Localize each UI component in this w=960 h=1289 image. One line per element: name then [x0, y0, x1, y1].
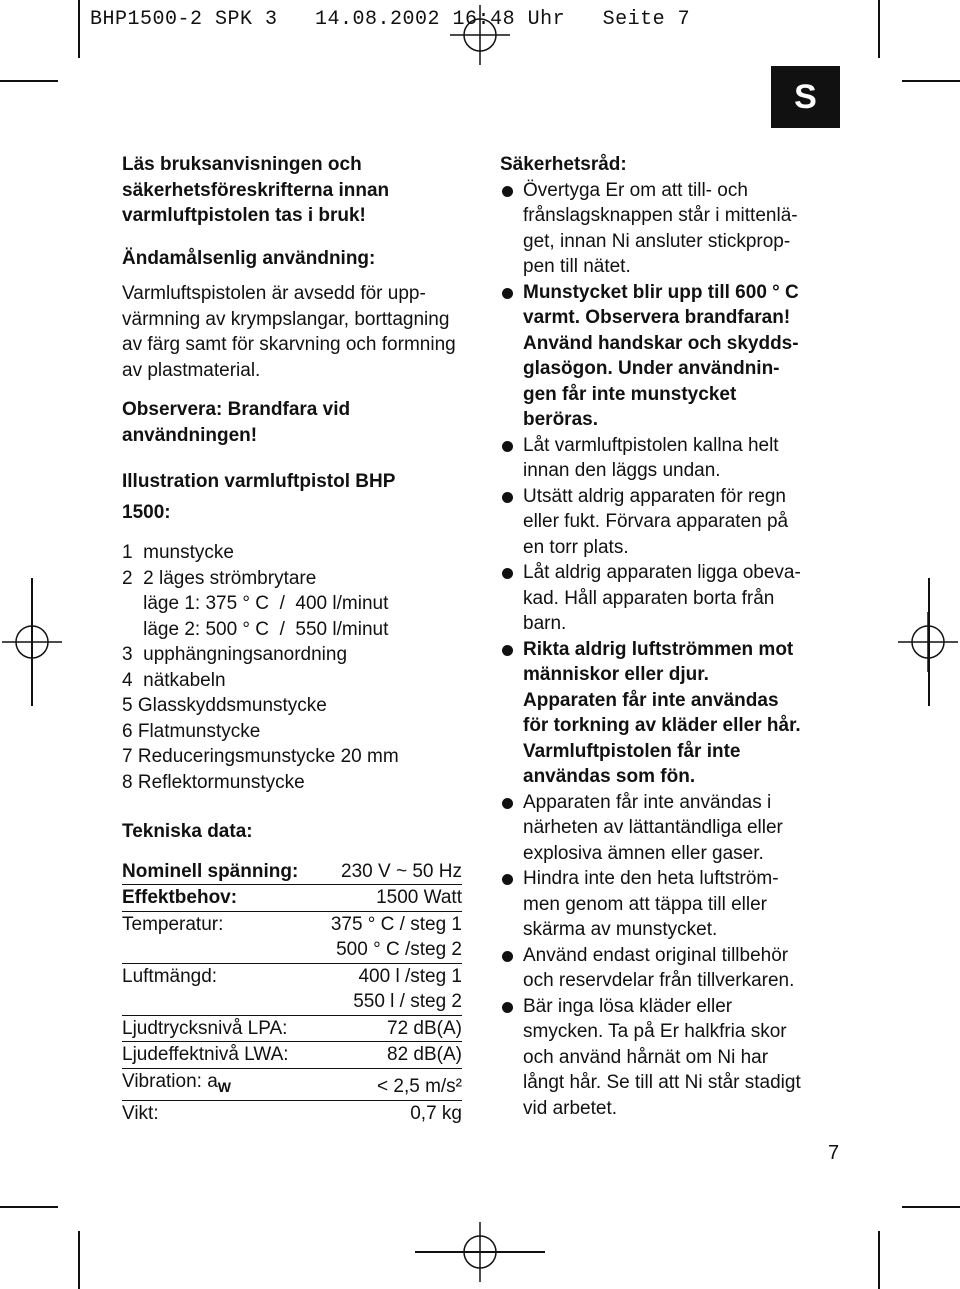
list-item: Låt aldrig apparaten ligga obeva- kad. Håll apparaten borta från barn. [500, 560, 850, 637]
tech-heading: Tekniska data: [122, 821, 253, 842]
crop-mark [0, 80, 58, 82]
list-item: 1 munstycke [122, 542, 234, 563]
list-item: Använd endast original tillbehör och reservdelar från tillverkaren. [500, 943, 850, 994]
list-item: Munstycket blir upp till 600 ° C varmt. Observera brandfaran! Använd handskar och skydds- glasögon. Under användnin- gen får inte munstycket beröras. [500, 280, 850, 433]
crop-mark [78, 1231, 80, 1289]
crop-mark [0, 1206, 58, 1208]
table-row: Effektbehov: 1500 Watt [122, 885, 462, 912]
bullet-icon [502, 568, 513, 579]
safety-heading: Säkerhetsråd: [500, 154, 627, 175]
table-row: Ljudeffektnivå LWA: 82 dB(A) [122, 1042, 462, 1069]
bullet-icon [502, 798, 513, 809]
bullet-icon [502, 441, 513, 452]
bullet-icon [502, 492, 513, 503]
list-item: 5 Glasskyddsmunstycke [122, 695, 327, 716]
bullet-icon [502, 874, 513, 885]
table-row: 550 l / steg 2 [122, 989, 462, 1015]
list-item: Utsätt aldrig apparaten för regn eller fukt. Förvara apparaten på en torr plats. [500, 484, 850, 561]
illustration-heading: Illustration varmluftpistol BHP 1500: [122, 471, 396, 523]
registration-line [928, 578, 930, 706]
language-badge: S [771, 66, 840, 128]
list-item: Rikta aldrig luftströmmen mot människor eller djur. Apparaten får inte användas för torkning av kläder eller hår. Varmluftpistolen får inte användas som fön. [500, 637, 850, 790]
crop-mark [78, 0, 80, 58]
specs-table [122, 859, 462, 1127]
list-item: 4 nätkabeln [122, 669, 226, 691]
list-item: Övertyga Er om att till- och frånslagsknappen står i mittenlä- get, innan Ni ansluter stickprop- pen till nätet. [500, 178, 850, 280]
list-item: 3 upphängningsanordning [122, 644, 348, 665]
intro-text: Läs bruksanvisningen och säkerhetsföreskrifterna innan varmluftpistolen tas i bruk! [122, 154, 390, 226]
bullet-icon [502, 951, 513, 962]
bullet-icon [502, 645, 513, 656]
bullet-icon [502, 288, 513, 299]
list-item: Apparaten får inte användas i närheten av lättantändliga eller explosiva ämnen eller gaser. [500, 790, 850, 867]
table-row: 500 ° C /steg 2 [122, 937, 462, 963]
purpose-text: Varmluftspistolen är avsedd för upp- värmning av krympslangar, borttagning av färg samt för skarvning och formning av plastmaterial. [122, 283, 456, 381]
table-row: Vikt: 0,7 kg [122, 1102, 462, 1124]
list-item: 8 Reflektormunstycke [122, 771, 305, 793]
table-row: Ljudtrycksnivå LPA: 72 dB(A) [122, 1015, 462, 1042]
fire-warning: Observera: Brandfara vid användningen! [122, 399, 351, 446]
parts-list [122, 540, 467, 795]
table-row: Luftmängd: 400 l /steg 1 [122, 965, 462, 987]
bullet-icon [502, 186, 513, 197]
list-item: 2 2 läges strömbrytare [122, 567, 317, 589]
list-item: läge 1: 375 ° C / 400 l/minut [122, 593, 389, 614]
list-item: Hindra inte den heta luftström- men genom att täppa till eller skärma av munstycket. [500, 866, 850, 943]
registration-line [31, 578, 33, 706]
left-column [122, 152, 467, 1126]
table-row: Vibration: $a_W$ < 2,5 m/s² [122, 1068, 462, 1100]
table-row: Temperatur: 375 ° C / steg 1 [122, 913, 462, 935]
print-header: BHP1500-2 SPK 3 14.08.2002 16:48 Uhr Seite 7 [90, 8, 691, 31]
purpose-heading: Ändamålsenlig användning: [122, 247, 376, 269]
list-item: 7 Reduceringsmunstycke 20 mm [122, 746, 399, 767]
crop-mark [878, 0, 880, 58]
registration-line [415, 1251, 545, 1253]
crop-mark [878, 1231, 880, 1289]
registration-mark-top [450, 5, 510, 65]
list-item: Bär inga lösa kläder eller smycken. Ta på Er halkfria skor och använd hårnät om Ni har långt hår. Se till att Ni står stadigt vid arbetet. [500, 994, 850, 1122]
right-column [500, 152, 850, 1121]
table-row: Nominell spänning: 230 V ~ 50 Hz [122, 859, 462, 885]
crop-mark [902, 80, 960, 82]
bullet-icon [502, 1002, 513, 1013]
list-item: Låt varmluftpistolen kallna helt innan den läggs undan. [500, 433, 850, 484]
safety-list [500, 178, 850, 1122]
crop-mark [902, 1206, 960, 1208]
page-number: 7 [828, 1142, 840, 1164]
list-item: 6 Flatmunstycke [122, 720, 261, 742]
list-item: läge 2: 500 ° C / 550 l/minut [122, 618, 389, 640]
